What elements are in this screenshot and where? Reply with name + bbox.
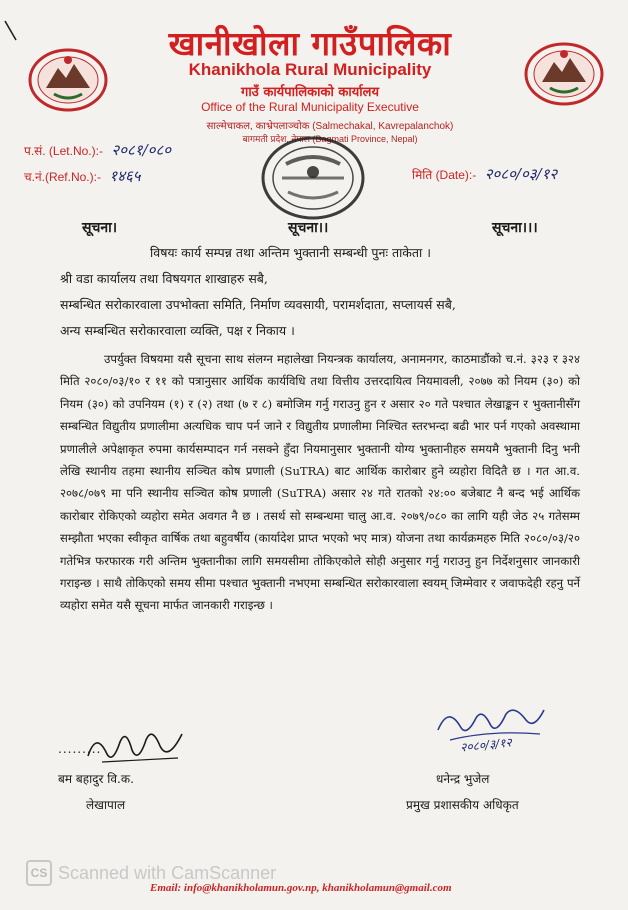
letter-number-label: प.सं. (Let.No.):- — [24, 144, 103, 158]
notice-heading-1: सूचना। — [82, 220, 118, 236]
notice-subject: विषयः कार्य सम्पन्न तथा अन्तिम भुक्तानी सम्बन्धी पुनः ताकेता । — [150, 245, 431, 260]
accountant-title: लेखापाल — [86, 798, 126, 812]
camscanner-logo-icon: CS — [26, 860, 52, 886]
accountant-signature-icon — [82, 712, 192, 776]
ref-number-value: १४६५ — [109, 167, 141, 185]
addressee-line: श्री वडा कार्यालय तथा विषयगत शाखाहरु सबै, — [60, 271, 268, 286]
cao-title: प्रमुख प्रशासकीय अधिकृत — [406, 798, 519, 812]
notice-heading-2: सूचना।। — [288, 220, 329, 236]
nepal-emblem-left-icon — [24, 44, 112, 116]
municipality-title-nepali: खानीखोला गाउँपालिका — [168, 24, 452, 63]
signature-dots: ......... — [58, 742, 102, 756]
office-province: बागमती प्रदेश, नेपाल (Bagmati Province, Nepal) — [242, 134, 418, 144]
nepal-emblem-right-icon — [520, 38, 608, 110]
letter-number-value: २०८१/०८० — [111, 141, 172, 159]
ref-number-label: च.नं.(Ref.No.):- — [24, 170, 101, 184]
office-title-english: Office of the Rural Municipality Executive — [201, 100, 419, 114]
addressee-line: सम्बन्धित सरोकारवाला उपभोक्ता समिति, निर्माण व्यवसायी, परामर्शदाता, सप्लायर्स सबै, — [60, 297, 456, 312]
municipality-title-english: Khanikhola Rural Municipality — [188, 60, 432, 79]
date-label: मिति (Date):- — [412, 168, 477, 182]
office-title-nepali: गाउँ कार्यपालिकाको कार्यालय — [241, 85, 379, 100]
office-address: साल्मेचाकल, काभ्रेपलाञ्चोक (Salmechakal, Kavrepalanchok) — [206, 121, 454, 132]
corner-pen-mark-icon — [4, 20, 18, 42]
accountant-name: बम बहादुर वि.क. — [58, 772, 134, 786]
addressee-line: अन्य सम्बन्धित सरोकारवाला व्यक्ति, पक्ष र निकाय । — [60, 323, 295, 338]
letter-number-row — [24, 140, 171, 160]
ref-number-row — [24, 166, 141, 186]
notice-body — [60, 348, 580, 617]
cao-signature-date: २०८०/३/१२ — [459, 735, 513, 755]
footer-email: Email: info@khanikholamun.gov.np, khanikholamun@gmail.com — [150, 882, 452, 894]
cao-name: धनेन्द्र भुजेल — [436, 772, 490, 786]
date-row — [412, 164, 557, 184]
notice-heading-3: सूचना।।। — [492, 220, 538, 236]
notice-paragraph: उपर्युक्त विषयमा यसै सूचना साथ संलग्न महालेखा नियन्त्रक कार्यालय, अनामनगर, काठमाडौंको च.नं. ३२३ र ३२४ मिति २०८०/०३/१० र ११ को पत्रानुसार आर्थिक कार्यविधि तथा वित्तीय उत्तरदायित्व नियमावली, २०७७ को नियम (३०) को नियम (३०) को उपनियम (१) र (२) तथा (७ र ८) बमोजिम गर्नु गराउनु हुन र असार २० गते पश्चात लेखाङ्कन र भुक्तानीसँग सम्बन्धित विद्युतीय प्रणालीमा अत्यधिक चाप पर्न जाने र विद्युतीय प्रणालीमा निश्चित स्तरभन्दा बढी भार पर्न गएको अवस्थामा प्रणालीले अपेक्षाकृत रुपमा कार्यसम्पादन गर्न नसक्ने हुँदा नियमानुसार भुक्तानी योग्य भुक्तानीहरु समयमै भुक्तानी दिनु भनी लेखि स्थानीय तहमा स्थानीय सञ्चित कोष प्रणाली (SuTRA) बाट आर्थिक कारोबार हुने व्यहोरा विदितै छ । गत आ.व. २०७८/०७९ मा पनि स्थानीय सञ्चित कोष प्रणाली (SuTRA) असार २४ गते रातको २४:०० बजेबाट नै बन्द भई आर्थिक कारोबार रोकिएको व्यहोरा समेत अवगत नै छ । तसर्थ सो सम्बन्धमा चालु आ.व. २०७९/०८० का लागि यही जेठ २५ गतेसम्म सम्झौता भएका स्वीकृत वार्षिक तथा बहुवर्षीय (कार्यादेश प्राप्त भएको भए मात्र) योजना तथा कार्यक्रमहरु मिति २०८०/०३/२० गतेभित्र फरफारक गरी अन्तिम भुक्तानीका लागि समयसीमा तोकिएकोले सोही अनुसार गर्नु गराउनु हुन निर्देशनुसार जानकारी गराइन्छ । साथै तोकिएको समय सीमा पश्चात भुक्तानी नभएमा सम्बन्धित सरोकारवाला स्वयम् जिम्मेवार र जवाफदेही रहनु पर्ने व्यहोरा समेत यसै सूचना मार्फत जानकारी गराइन्छ । — [60, 352, 580, 613]
camscanner-text: Scanned with CamScanner — [58, 862, 277, 883]
office-stamp-icon — [258, 132, 368, 224]
date-value: २०८०/०३/१२ — [484, 165, 558, 183]
